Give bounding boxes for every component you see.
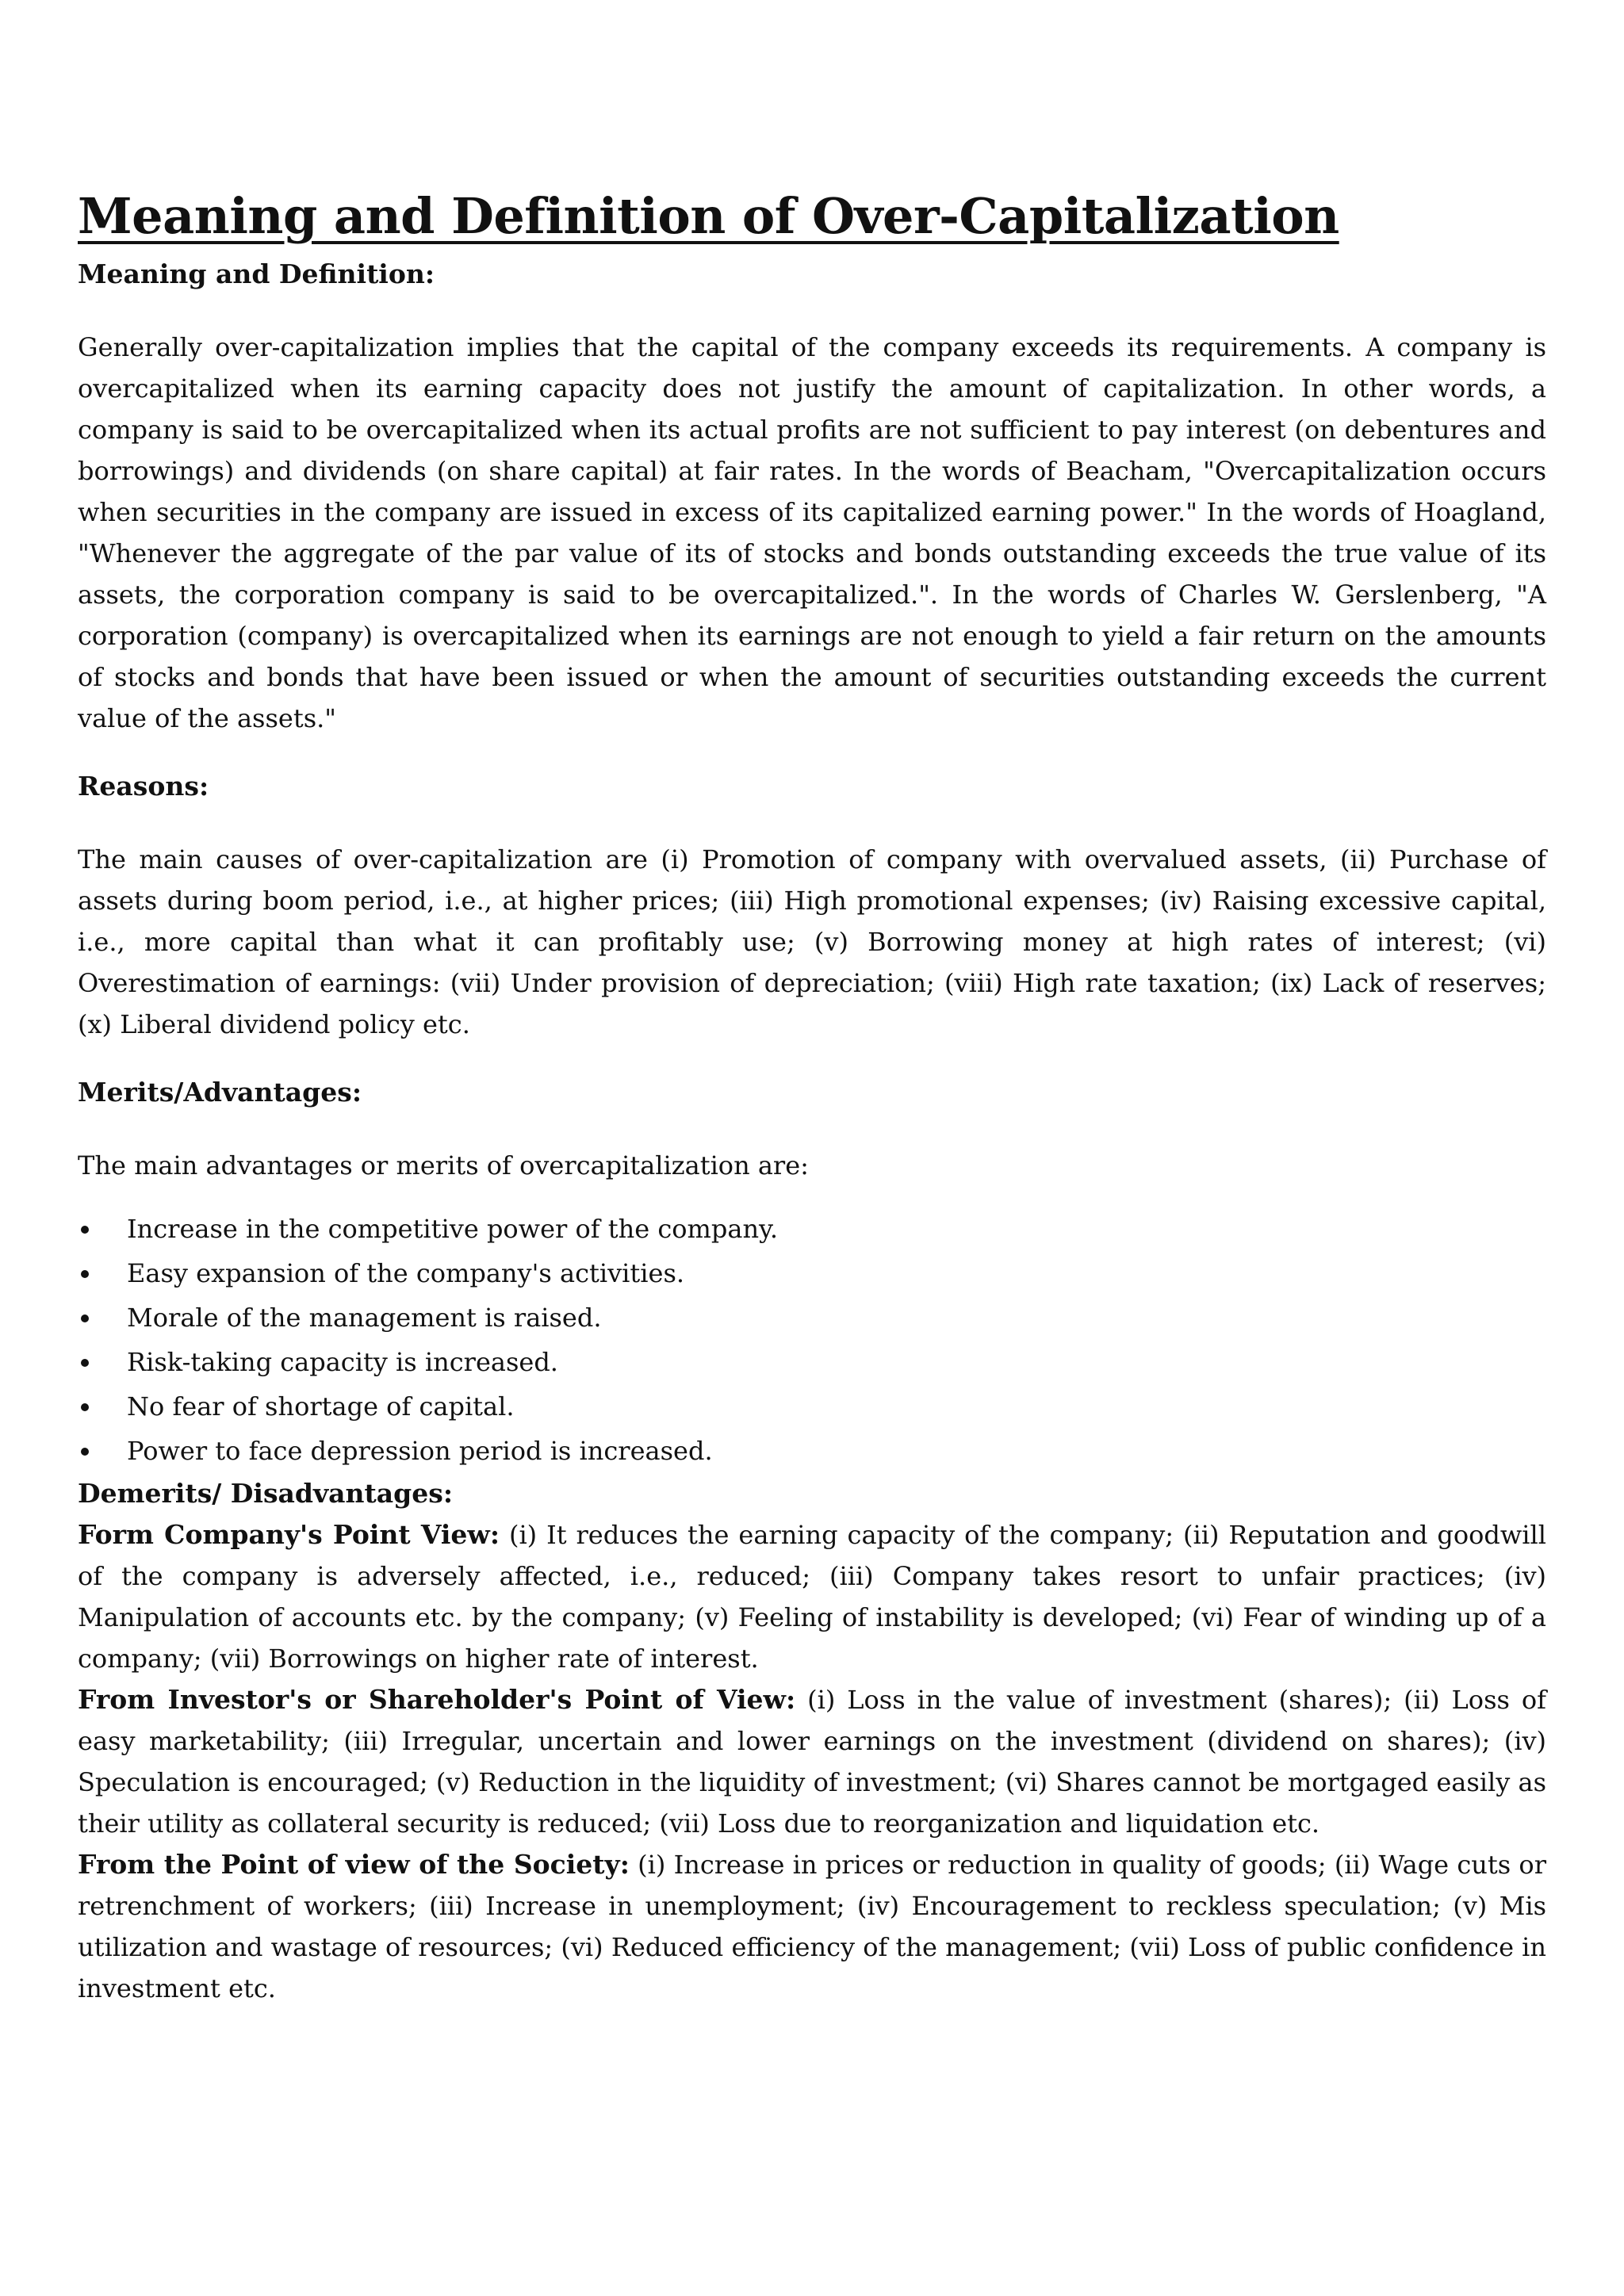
- demerits-investor-text: (i) Loss in the value of investment (shares); (ii) Loss of easy marketability; (iii) Irregular, uncertain and lower earnings on the investment (dividend on shares); (iv) Speculation is encouraged; (v) Reduction in the liquidity of investment; (vi) Shares cannot be mortgaged easily as their utility as collateral security is reduced; (vii) Loss due to reorganization and liquidation etc.: [78, 1685, 1546, 1839]
- bullet-icon: [81, 1448, 89, 1456]
- list-item: Easy expansion of the company's activities.: [78, 1251, 1546, 1295]
- reasons-paragraph: The main causes of over-capitalization are (i) Promotion of company with overvalued assets, (ii) Purchase of assets during boom period, i.e., at higher prices; (iii) High promotional expenses; (iv) Raising excessive capital, i.e., more capital than what it can profitably use; (v) Borrowing money at high rates of interest; (vi) Overestimation of earnings: (vii) Under provision of depreciation; (viii) High rate taxation; (ix) Lack of reserves; (x) Liberal dividend policy etc.: [78, 844, 1546, 1039]
- demerits-company-paragraph: [78, 1514, 1546, 1679]
- reasons-heading: Reasons:: [78, 771, 209, 802]
- document-page: [78, 182, 1546, 2009]
- bullet-icon: [81, 1359, 89, 1367]
- meaning-paragraph: Generally over-capitalization implies that the capital of the company exceeds its requirements. A company is overcapitalized when its earning capacity does not justify the amount of capitalization. In other words, a company is said to be overcapitalized when its actual profits are not sufficient to pay interest (on debentures and borrowings) and dividends (on share capital) at fair rates. In the words of Beacham, "Overcapitalization occurs when securities in the company are issued in excess of its capitalized earning power." In the words of Hoagland, "Whenever the aggregate of the par value of its of stocks and bonds outstanding exceeds the true value of its assets, the corporation company is said to be overcapitalized.". In the words of Charles W. Gerslenberg, "A corporation (company) is overcapitalized when its earnings are not enough to yield a fair return on the amounts of stocks and bonds that have been issued or when the amount of securities outstanding exceeds the current value of the assets.": [78, 332, 1546, 733]
- page-title: Meaning and Definition of Over-Capitalization: [78, 187, 1339, 245]
- demerits-investor-lead: From Investor's or Shareholder's Point of View:: [78, 1684, 796, 1715]
- demerits-company-text: (i) It reduces the earning capacity of the company; (ii) Reputation and goodwill of the company is adversely affected, i.e., reduced; (iii) Company takes resort to unfair practices; (iv) Manipulation of accounts etc. by the company; (v) Feeling of instability is developed; (vi) Fear of winding up of a company; (vii) Borrowings on higher rate of interest.: [78, 1520, 1547, 1674]
- merits-list: [78, 1207, 1546, 1473]
- demerits-society-text: (i) Increase in prices or reduction in quality of goods; (ii) Wage cuts or retrenchment of workers; (iii) Increase in unemployment; (iv) Encouragement to reckless speculation; (v) Mis utilization and wastage of resources; (vi) Reduced efficiency of the management; (vii) Loss of public confidence in investment etc.: [78, 1850, 1547, 2003]
- list-item: No fear of shortage of capital.: [78, 1384, 1546, 1429]
- bullet-icon: [81, 1403, 89, 1411]
- list-item: Increase in the competitive power of the company.: [78, 1207, 1546, 1251]
- merits-intro: The main advantages or merits of overcapitalization are:: [78, 1150, 809, 1181]
- merits-heading: Merits/Advantages:: [78, 1077, 362, 1108]
- bullet-icon: [81, 1270, 89, 1278]
- demerits-investor-paragraph: [78, 1679, 1546, 1844]
- bullet-icon: [81, 1226, 89, 1234]
- demerits-heading: Demerits/ Disadvantages:: [78, 1478, 454, 1509]
- demerits-society-lead: From the Point of view of the Society:: [78, 1849, 630, 1880]
- meaning-heading: Meaning and Definition:: [78, 258, 435, 289]
- demerits-company-lead: Form Company's Point View:: [78, 1519, 500, 1550]
- list-item: Morale of the management is raised.: [78, 1295, 1546, 1340]
- list-item: Risk-taking capacity is increased.: [78, 1340, 1546, 1384]
- bullet-icon: [81, 1314, 89, 1322]
- demerits-society-paragraph: [78, 1844, 1546, 2009]
- list-item: Power to face depression period is increased.: [78, 1429, 1546, 1473]
